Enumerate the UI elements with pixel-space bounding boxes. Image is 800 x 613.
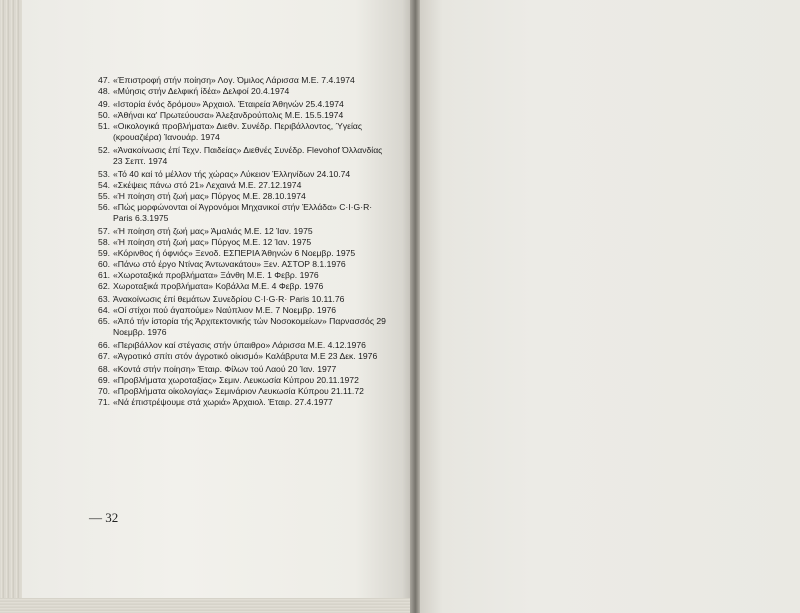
list-item [88,75,388,86]
item-number: 62. [98,281,110,291]
item-number: 58. [98,237,110,247]
bottom-page-edge [0,598,420,613]
list-item [88,259,388,270]
list-item [88,99,388,110]
list-item [88,180,388,191]
item-text: «Οικολογικά προβλήματα» Διεθν. Συνέδρ. Περιβάλλοντος, Ύγείας (κρουαζιέρα) Ίανουάρ. 1974 [113,121,363,142]
item-number: 66. [98,340,110,350]
list-item [88,270,388,281]
item-text: «Ιστορία ένός δρόμου» Άρχαιολ. Έταιρεία Άθηνών 25.4.1974 [113,99,344,109]
item-text: «Έπιστροφή στήν ποίηση» Λογ. Όμιλος Λάρισσα Μ.Ε. 7.4.1974 [113,75,355,85]
list-item [88,397,388,408]
list-item [88,169,388,180]
item-number: 54. [98,180,110,190]
item-text: «Μύησις στήν Δελφική ίδέα» Δελφοί 20.4.1974 [113,86,290,96]
item-number: 69. [98,375,110,385]
list-item [88,364,388,375]
list-item [88,248,388,259]
item-number: 57. [98,226,110,236]
item-number: 61. [98,270,110,280]
item-number: 59. [98,248,110,258]
list-item [88,110,388,121]
item-number: 51. [98,121,110,131]
item-number: 53. [98,169,110,179]
list-item [88,121,388,143]
item-number: 60. [98,259,110,269]
item-number: 47. [98,75,110,85]
item-number: 56. [98,202,110,212]
item-text: «Σκέψεις πάνω στό 21» Λεχαινά Μ.Ε. 27.12.1974 [113,180,302,190]
item-text: «Τό 40 καί τό μέλλον τής χώρας» Λύκειον Έλληνίδων 24.10.74 [113,169,351,179]
item-number: 65. [98,316,110,326]
list-item [88,237,388,248]
list-item [88,294,388,305]
item-text: «Ή ποίηση στή ζωή μας» Πύργος Μ.Ε. 12 Ίαν. 1975 [113,237,312,247]
list-item [88,340,388,351]
item-text: «Ή ποίηση στή ζωή μας» Άμαλιάς Μ.Ε. 12 Ίαν. 1975 [113,226,313,236]
item-number: 70. [98,386,110,396]
item-number: 64. [98,305,110,315]
item-number: 48. [98,86,110,96]
list-item [88,305,388,316]
item-text: «Χωροταξικά προβλήματα» Ξάνθη Μ.Ε. 1 Φεβρ. 1976 [113,270,319,280]
item-number: 49. [98,99,110,109]
item-number: 63. [98,294,110,304]
list-item [88,145,388,167]
item-text: Χωροταξικά προβλήματα» Κοβάλλα Μ.Ε. 4 Φεβρ. 1976 [113,281,324,291]
list-item [88,375,388,386]
list-item [88,316,388,338]
item-text: Άνακοίνωσις έπί θεμάτων Συνεδρίου C·I·G·R· Paris 10.11.76 [113,294,345,304]
list-item [88,386,388,397]
list-item [88,191,388,202]
item-text: «Άπό τήν ίστορία τής Άρχιτεκτονικής τών Νοσοκομείων» Παρνασσός 29 Νοεμβρ. 1976 [113,316,386,337]
page-number: — 32 [89,510,119,525]
item-text: «Άγροτικό σπίτι στόν άγροτικό οίκισμό» Καλάβρυτα Μ.Ε 23 Δεκ. 1976 [113,351,378,361]
item-text: «Κοντά στήν ποίηση» Έταιρ. Φίλων τού Λαού 20 Ίαν. 1977 [113,364,337,374]
list-item [88,226,388,237]
item-number: 55. [98,191,110,201]
list-item [88,281,388,292]
item-number: 67. [98,351,110,361]
right-page-blank [420,0,800,613]
item-text: «Πώς μορφώνονται οί Άγρονόμοι Μηχανικοί στήν Έλλάδα» C·I·G·R· Paris 6.3.1975 [113,202,373,223]
item-text: «Περιβάλλον καί στέγασις στήν ύπαιθρο» Λάρισσα Μ.Ε. 4.12.1976 [113,340,366,350]
item-text: «Νά έπιστρέψουμε στά χωριά» Άρχαιολ. Έταιρ. 27.4.1977 [113,397,333,407]
item-number: 52. [98,145,110,155]
item-text: «Άθήναι κα' Πρωτεύουσα» Άλεξανδρούπολις Μ.Ε. 15.5.1974 [113,110,344,120]
item-text: «Ή ποίηση στή ζωή μας» Πύργος Μ.Ε. 28.10.1974 [113,191,306,201]
item-text: «Πάνω στό έργο Ντίνας Άντωνακάτου» Ξεν. ΑΣΤΟΡ 8.1.1976 [113,259,346,269]
item-text: «Άνακοίνωσις έπί Τεχν. Παιδείας» Διεθνές Συνέδρ. Flevohof Όλλανδίας 23 Σεπτ. 1974 [113,145,383,166]
item-number: 50. [98,110,110,120]
lecture-list [88,75,388,408]
item-text: «Κόρινθος ή όφνιός» Ξενοδ. ΕΣΠΕΡΙΑ Άθηνών 6 Νοεμβρ. 1975 [113,248,356,258]
item-text: «Προβλήματα οίκολογίας» Σεμινάριον Λευκωσία Κύπρου 21.11.72 [113,386,364,396]
item-text: «Οί στίχοι πού άγαπούμε» Ναύπλιον Μ.Ε. 7 Νοεμβρ. 1976 [113,305,337,315]
item-number: 68. [98,364,110,374]
item-text: «Προβλήματα χωροταξίας» Σεμιν. Λευκωσία Κύπρου 20.11.1972 [113,375,359,385]
list-item [88,202,388,224]
item-number: 71. [98,397,110,407]
list-item [88,351,388,362]
list-item [88,86,388,97]
